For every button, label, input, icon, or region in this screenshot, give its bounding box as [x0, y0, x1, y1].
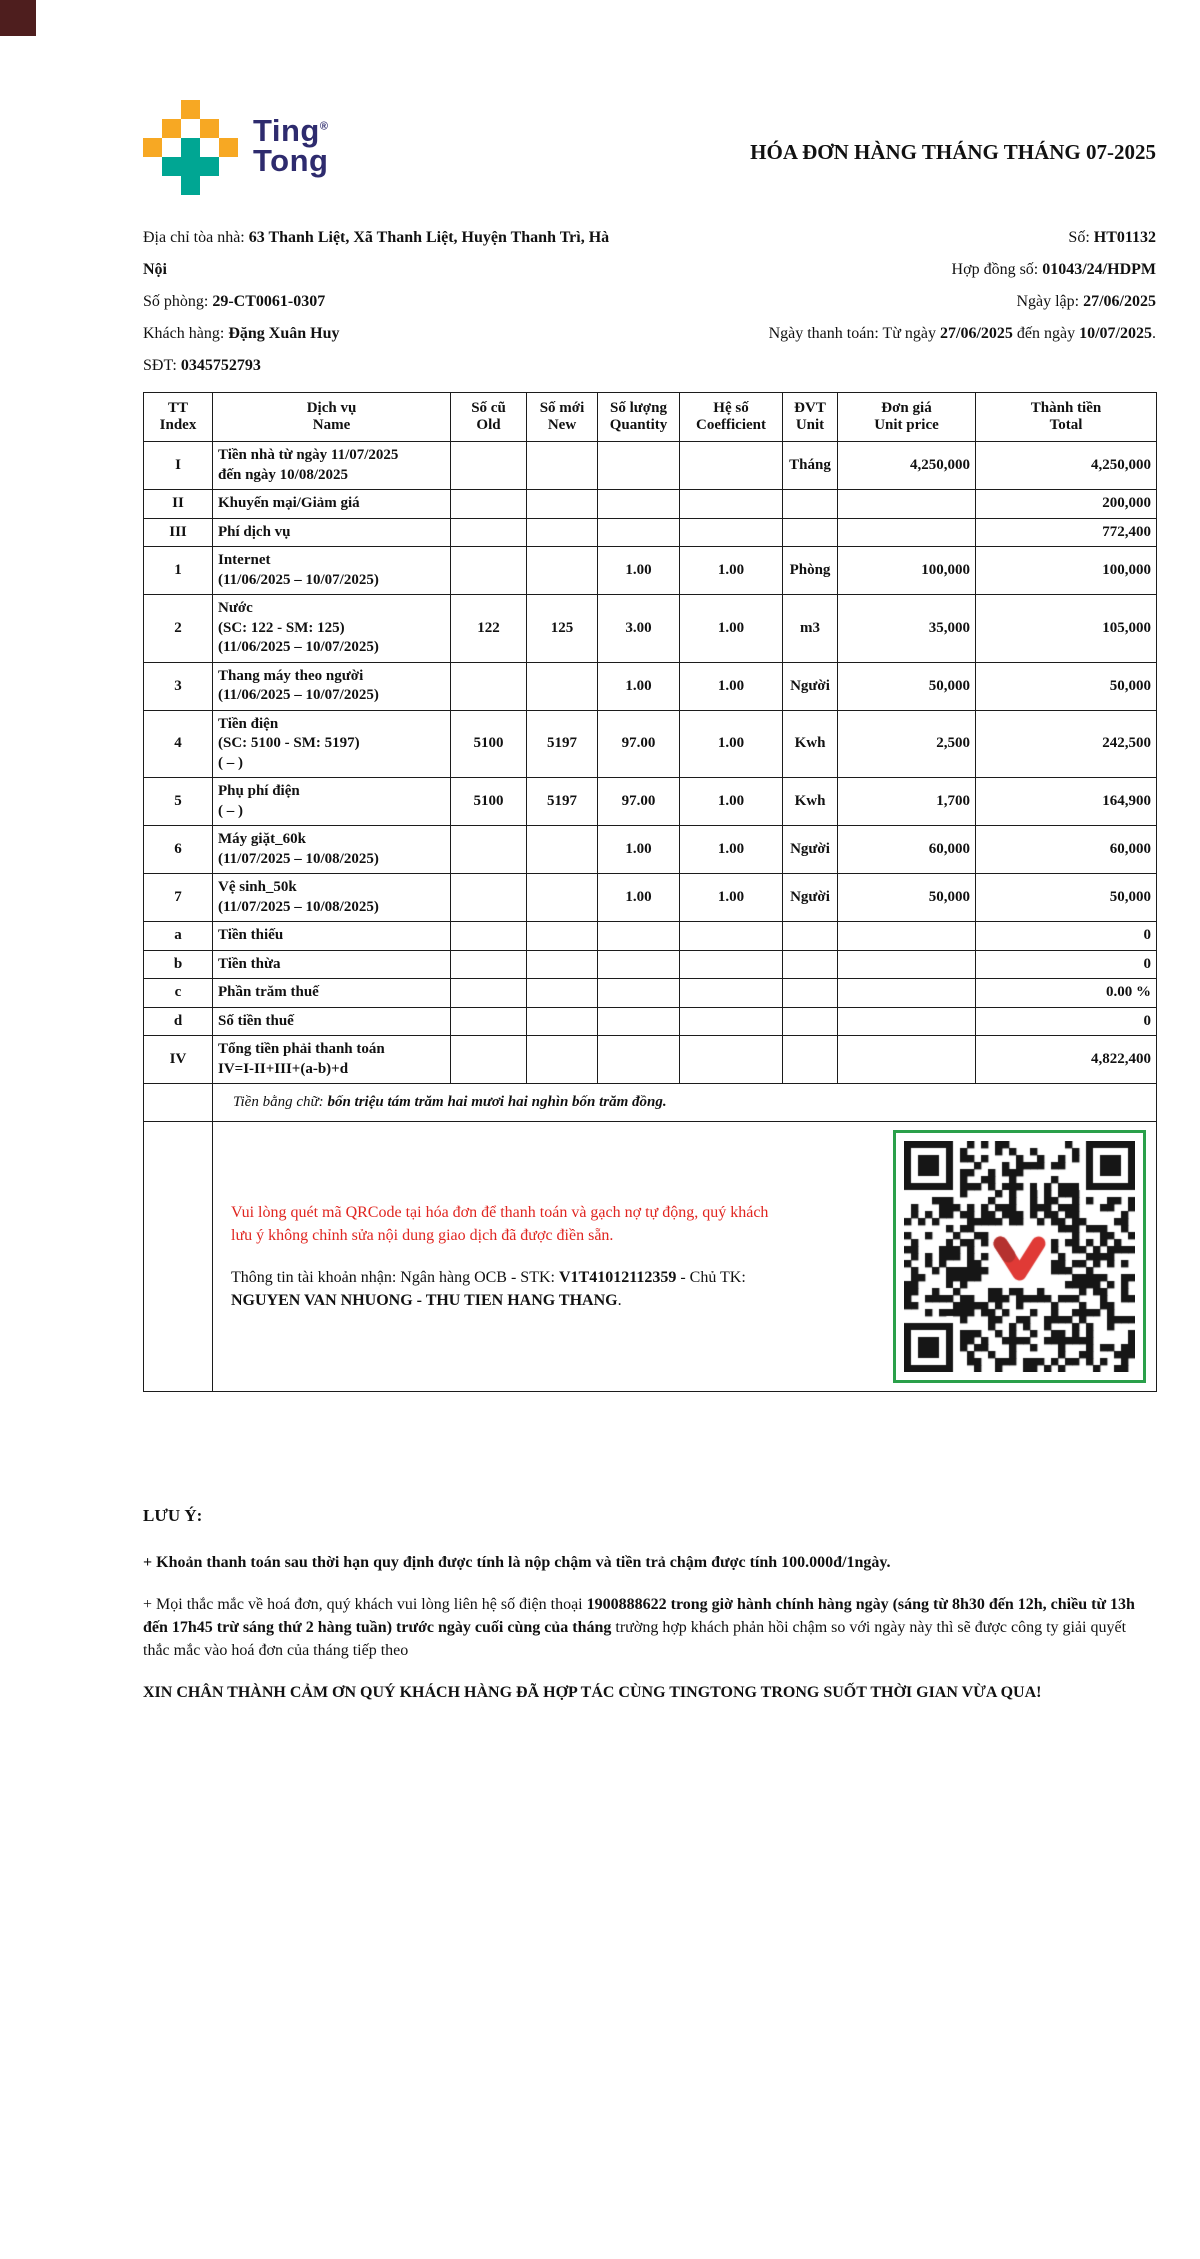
cell-total: 100,000	[976, 547, 1157, 595]
qr-code	[904, 1141, 1135, 1372]
cell-unit-price: 60,000	[838, 826, 976, 874]
table-row	[144, 1036, 1157, 1084]
cell-quantity: 97.00	[598, 710, 680, 778]
cell-index: 5	[144, 778, 213, 826]
cell-service-name: Nước (SC: 122 - SM: 125) (11/06/2025 – 10/07/2025)	[213, 595, 451, 663]
col-header-unit-price: Đơn giá Unit price	[838, 393, 976, 442]
cell-old-reading	[451, 662, 527, 710]
customer-line: Khách hàng: Đặng Xuân Huy	[143, 325, 340, 342]
cell-coefficient	[680, 490, 783, 519]
cell-total: 0	[976, 922, 1157, 951]
cell-unit-price	[838, 950, 976, 979]
page-corner-mark	[0, 0, 36, 36]
cell-unit	[783, 1036, 838, 1084]
cell-index: 2	[144, 595, 213, 663]
table-row	[144, 490, 1157, 519]
cell-old-reading	[451, 922, 527, 951]
cell-quantity: 97.00	[598, 778, 680, 826]
cell-total: 50,000	[976, 874, 1157, 922]
cell-index: 6	[144, 826, 213, 874]
cell-old-reading	[451, 979, 527, 1008]
cell-unit	[783, 490, 838, 519]
cell-new-reading: 125	[527, 595, 598, 663]
cell-index: II	[144, 490, 213, 519]
cell-old-reading	[451, 874, 527, 922]
cell-new-reading	[527, 979, 598, 1008]
cell-unit-price: 4,250,000	[838, 442, 976, 490]
col-header-name: Dịch vụ Name	[213, 393, 451, 442]
cell-service-name: Máy giặt_60k (11/07/2025 – 10/08/2025)	[213, 826, 451, 874]
invoice-document	[143, 100, 1156, 1724]
table-row	[144, 778, 1157, 826]
cell-new-reading	[527, 874, 598, 922]
cell-quantity	[598, 490, 680, 519]
cell-coefficient	[680, 979, 783, 1008]
col-header-index: TT Index	[144, 393, 213, 442]
logo-line1: Ting	[253, 113, 320, 148]
cell-unit	[783, 922, 838, 951]
cell-index: c	[144, 979, 213, 1008]
footer-notes	[143, 1504, 1156, 1705]
col-header-quantity: Số lượng Quantity	[598, 393, 680, 442]
table-row	[144, 442, 1157, 490]
cell-old-reading	[451, 442, 527, 490]
cell-index: a	[144, 922, 213, 951]
cell-index: 1	[144, 547, 213, 595]
cell-total: 0	[976, 1007, 1157, 1036]
cell-unit: Kwh	[783, 778, 838, 826]
table-row	[144, 547, 1157, 595]
cell-new-reading	[527, 662, 598, 710]
tingtong-logo-icon	[143, 100, 239, 196]
cell-unit	[783, 518, 838, 547]
cell-index: IV	[144, 1036, 213, 1084]
cell-old-reading: 122	[451, 595, 527, 663]
cell-service-name: Tổng tiền phải thanh toán IV=I-II+III+(a-b)+d	[213, 1036, 451, 1084]
cell-quantity: 1.00	[598, 874, 680, 922]
table-row	[144, 922, 1157, 951]
table-row	[144, 710, 1157, 778]
hotline-note: + Mọi thắc mắc về hoá đơn, quý khách vui lòng liên hệ số điện thoại 1900888622 trong giờ hành chính hàng ngày (sáng từ 8h30 đến 12h, chiều từ 13h đến 17h45 trừ sáng thứ 2 hàng tuần) trước ngày cuối cùng của tháng trường hợp khách phản hồi chậm so với ngày này thì sẽ được công ty giải quyết thắc mắc vào hoá đơn của tháng tiếp theo	[143, 1595, 1135, 1660]
tingtong-logo-text	[253, 113, 329, 179]
col-header-coefficient: Hệ số Coefficient	[680, 393, 783, 442]
empty-index-cell	[144, 1122, 213, 1392]
cell-unit-price	[838, 1007, 976, 1036]
cell-service-name: Khuyến mại/Giảm giá	[213, 490, 451, 519]
cell-index: 7	[144, 874, 213, 922]
qr-payment-row	[144, 1122, 1157, 1392]
cell-total: 50,000	[976, 662, 1157, 710]
document-header	[143, 100, 1156, 196]
cell-new-reading	[527, 1036, 598, 1084]
table-row	[144, 950, 1157, 979]
bank-account-info: Thông tin tài khoản nhận: Ngân hàng OCB - STK: V1T41012112359 - Chủ TK: NGUYEN VAN NHUONG - THU TIEN HANG THANG.	[231, 1268, 746, 1309]
cell-unit: m3	[783, 595, 838, 663]
cell-unit: Tháng	[783, 442, 838, 490]
col-header-old: Số cũ Old	[451, 393, 527, 442]
cell-old-reading	[451, 950, 527, 979]
invoice-info	[143, 222, 1156, 382]
logo-pixel	[181, 157, 200, 176]
table-row	[144, 1007, 1157, 1036]
cell-quantity	[598, 518, 680, 547]
cell-unit-price	[838, 922, 976, 951]
table-row	[144, 874, 1157, 922]
tingtong-logo	[143, 100, 328, 196]
qr-scan-notice: Vui lòng quét mã QRCode tại hóa đơn để thanh toán và gạch nợ tự động, quý khách lưu ý không chỉnh sửa nội dung giao dịch đã được điền sẵn.	[231, 1204, 769, 1245]
cell-service-name: Tiền điện (SC: 5100 - SM: 5197) ( – )	[213, 710, 451, 778]
cell-new-reading	[527, 922, 598, 951]
logo-pixel	[219, 138, 238, 157]
cell-service-name: Phụ phí điện ( – )	[213, 778, 451, 826]
qr-payment-cell	[213, 1122, 1157, 1392]
cell-coefficient	[680, 1007, 783, 1036]
cell-unit-price: 100,000	[838, 547, 976, 595]
cell-total: 0	[976, 950, 1157, 979]
cell-coefficient: 1.00	[680, 874, 783, 922]
cell-index: 4	[144, 710, 213, 778]
cell-quantity	[598, 1036, 680, 1084]
cell-coefficient: 1.00	[680, 826, 783, 874]
empty-index-cell	[144, 1084, 213, 1122]
cell-total: 200,000	[976, 490, 1157, 519]
cell-unit-price	[838, 490, 976, 519]
logo-pixel	[181, 176, 200, 195]
cell-new-reading	[527, 547, 598, 595]
cell-coefficient: 1.00	[680, 595, 783, 663]
invoice-table	[143, 392, 1157, 1392]
cell-old-reading	[451, 1036, 527, 1084]
cell-coefficient	[680, 1036, 783, 1084]
cell-quantity	[598, 1007, 680, 1036]
cell-service-name: Số tiền thuế	[213, 1007, 451, 1036]
col-header-unit: ĐVT Unit	[783, 393, 838, 442]
cell-new-reading	[527, 518, 598, 547]
cell-total: 242,500	[976, 710, 1157, 778]
logo-pixel	[200, 119, 219, 138]
cell-service-name: Phí dịch vụ	[213, 518, 451, 547]
amount-in-words-row	[144, 1084, 1157, 1122]
cell-quantity: 1.00	[598, 662, 680, 710]
cell-unit	[783, 950, 838, 979]
cell-unit-price: 50,000	[838, 874, 976, 922]
cell-new-reading: 5197	[527, 710, 598, 778]
building-address-line: Địa chỉ tòa nhà: 63 Thanh Liệt, Xã Thanh Liệt, Huyện Thanh Trì, Hà Nội	[143, 229, 610, 278]
cell-service-name: Internet (11/06/2025 – 10/07/2025)	[213, 547, 451, 595]
logo-pixel	[143, 138, 162, 157]
cell-index: 3	[144, 662, 213, 710]
cell-total: 105,000	[976, 595, 1157, 663]
cell-unit-price	[838, 518, 976, 547]
cell-total: 4,822,400	[976, 1036, 1157, 1084]
cell-new-reading	[527, 1007, 598, 1036]
amount-in-words-label: Tiền bằng chữ:	[233, 1094, 328, 1110]
logo-pixel	[162, 119, 181, 138]
thank-you-note: XIN CHÂN THÀNH CẢM ƠN QUÝ KHÁCH HÀNG ĐÃ HỢP TÁC CÙNG TINGTONG TRONG SUỐT THỜI GIAN VỪA QUA!	[143, 1684, 1042, 1702]
cell-unit	[783, 979, 838, 1008]
cell-unit: Người	[783, 662, 838, 710]
cell-service-name: Tiền thừa	[213, 950, 451, 979]
info-left-column	[143, 222, 633, 382]
cell-unit-price: 2,500	[838, 710, 976, 778]
cell-coefficient	[680, 518, 783, 547]
cell-new-reading	[527, 950, 598, 979]
cell-old-reading	[451, 518, 527, 547]
cell-quantity	[598, 442, 680, 490]
cell-index: b	[144, 950, 213, 979]
cell-unit-price: 35,000	[838, 595, 976, 663]
cell-quantity	[598, 922, 680, 951]
cell-coefficient: 1.00	[680, 662, 783, 710]
cell-service-name: Tiền thiếu	[213, 922, 451, 951]
payment-instructions	[223, 1201, 791, 1312]
col-header-new: Số mới New	[527, 393, 598, 442]
cell-unit-price	[838, 1036, 976, 1084]
cell-quantity	[598, 979, 680, 1008]
table-header-row	[144, 393, 1157, 442]
cell-coefficient	[680, 442, 783, 490]
cell-unit-price: 1,700	[838, 778, 976, 826]
cell-total: 4,250,000	[976, 442, 1157, 490]
cell-index: I	[144, 442, 213, 490]
cell-unit: Kwh	[783, 710, 838, 778]
table-row	[144, 826, 1157, 874]
cell-new-reading	[527, 490, 598, 519]
cell-index: d	[144, 1007, 213, 1036]
cell-old-reading	[451, 826, 527, 874]
logo-line2: Tong	[253, 143, 329, 179]
cell-new-reading	[527, 826, 598, 874]
room-number-line: Số phòng: 29-CT0061-0307	[143, 293, 326, 310]
cell-service-name: Thang máy theo người (11/06/2025 – 10/07/2025)	[213, 662, 451, 710]
cell-coefficient: 1.00	[680, 547, 783, 595]
cell-unit-price: 50,000	[838, 662, 976, 710]
cell-unit-price	[838, 979, 976, 1008]
cell-coefficient: 1.00	[680, 778, 783, 826]
cell-coefficient	[680, 922, 783, 951]
invoice-title: HÓA ĐƠN HÀNG THÁNG THÁNG 07-2025	[750, 140, 1156, 164]
contract-number-line: Hợp đồng số: 01043/24/HDPM	[951, 261, 1156, 278]
cell-service-name: Vệ sinh_50k (11/07/2025 – 10/08/2025)	[213, 874, 451, 922]
logo-pixel	[181, 100, 200, 119]
cell-total: 60,000	[976, 826, 1157, 874]
cell-old-reading: 5100	[451, 778, 527, 826]
cell-coefficient: 1.00	[680, 710, 783, 778]
cell-quantity	[598, 950, 680, 979]
table-row	[144, 518, 1157, 547]
cell-unit: Người	[783, 874, 838, 922]
cell-quantity: 1.00	[598, 547, 680, 595]
info-right-column	[633, 222, 1156, 382]
payment-period-line: Ngày thanh toán: Từ ngày 27/06/2025 đến ngày 10/07/2025.	[768, 325, 1156, 342]
issue-date-line: Ngày lập: 27/06/2025	[1016, 293, 1156, 310]
logo-pixel	[200, 157, 219, 176]
phone-line: SĐT: 0345752793	[143, 357, 261, 374]
logo-pixel	[181, 138, 200, 157]
cell-unit: Phòng	[783, 547, 838, 595]
cell-quantity: 1.00	[598, 826, 680, 874]
cell-service-name: Tiền nhà từ ngày 11/07/2025 đến ngày 10/08/2025	[213, 442, 451, 490]
invoice-number-line: Số: HT01132	[1068, 229, 1156, 246]
notes-heading: LƯU Ý:	[143, 1506, 203, 1525]
table-row	[144, 979, 1157, 1008]
cell-old-reading	[451, 547, 527, 595]
cell-new-reading	[527, 442, 598, 490]
cell-total: 164,900	[976, 778, 1157, 826]
cell-service-name: Phần trăm thuế	[213, 979, 451, 1008]
cell-old-reading: 5100	[451, 710, 527, 778]
qr-code-frame	[893, 1130, 1146, 1383]
cell-coefficient	[680, 950, 783, 979]
cell-total: 0.00 %	[976, 979, 1157, 1008]
late-payment-note: + Khoản thanh toán sau thời hạn quy định được tính là nộp chậm và tiền trả chậm được tính 100.000đ/1ngày.	[143, 1553, 891, 1571]
cell-unit	[783, 1007, 838, 1036]
cell-old-reading	[451, 1007, 527, 1036]
cell-old-reading	[451, 490, 527, 519]
amount-in-words-value: bốn triệu tám trăm hai mươi hai nghìn bốn trăm đồng.	[327, 1094, 667, 1110]
table-row	[144, 595, 1157, 663]
amount-in-words-cell	[213, 1084, 1157, 1122]
cell-unit: Người	[783, 826, 838, 874]
logo-pixel	[162, 157, 181, 176]
registered-mark: ®	[319, 120, 329, 133]
table-row	[144, 662, 1157, 710]
cell-new-reading: 5197	[527, 778, 598, 826]
cell-index: III	[144, 518, 213, 547]
cell-quantity: 3.00	[598, 595, 680, 663]
col-header-total: Thành tiền Total	[976, 393, 1157, 442]
cell-total: 772,400	[976, 518, 1157, 547]
